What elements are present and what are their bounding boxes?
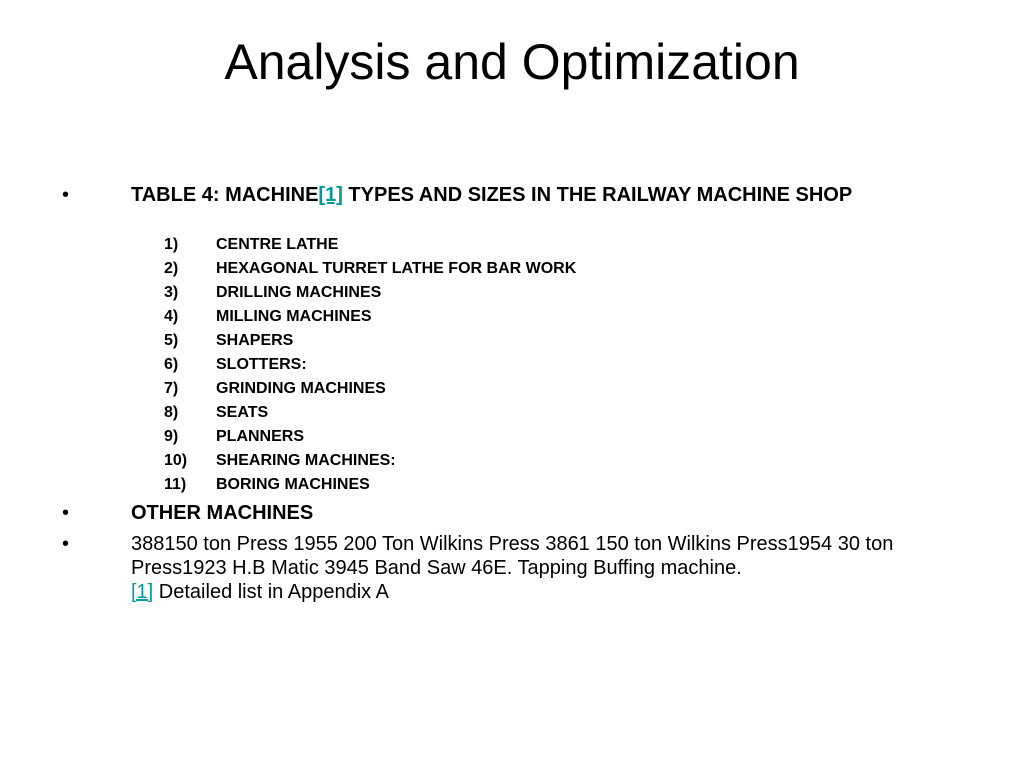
- machine-list-label: SEATS: [216, 404, 269, 421]
- machine-list-label: BORING MACHINES: [216, 476, 370, 493]
- machine-list-number: 10): [164, 452, 188, 469]
- bullet-dot: •: [62, 533, 70, 555]
- footnote-ref-link[interactable]: [1]: [318, 184, 343, 206]
- machine-list-item: [164, 473, 576, 497]
- other-machines-heading: OTHER MACHINES: [131, 502, 314, 524]
- machine-list-item: [164, 305, 576, 329]
- machine-type-list: [164, 233, 576, 497]
- machine-list-item: [164, 281, 576, 305]
- machine-list-item: [164, 233, 576, 257]
- machine-list-label: HEXAGONAL TURRET LATHE FOR BAR WORK: [216, 260, 577, 277]
- machine-list-number: 1): [164, 236, 179, 253]
- table-4-heading-start: TABLE 4: MACHINE: [131, 184, 319, 206]
- machine-inventory-text: [131, 532, 931, 604]
- footnote-ref-link[interactable]: [1]: [131, 581, 154, 603]
- table-4-heading-end: TYPES AND SIZES IN THE RAILWAY MACHINE SHOP: [342, 184, 853, 206]
- bullet-dot: •: [62, 184, 70, 206]
- machine-list-number: 5): [164, 332, 179, 349]
- machine-list-item: [164, 425, 576, 449]
- machine-list-label: GRINDING MACHINES: [216, 380, 386, 397]
- machine-list-number: 11): [164, 476, 187, 493]
- machine-list-label: PLANNERS: [216, 428, 305, 445]
- machine-list-item: [164, 401, 576, 425]
- machine-list-item: [164, 377, 576, 401]
- machine-list-number: 7): [164, 380, 179, 397]
- machine-list-item: [164, 329, 576, 353]
- machine-list-label: SLOTTERS:: [216, 356, 307, 373]
- machine-list-label: DRILLING MACHINES: [216, 284, 382, 301]
- slide-title: Analysis and Optimization: [224, 34, 800, 90]
- bullet-dot: •: [62, 502, 70, 524]
- machine-list-item: [164, 353, 576, 377]
- machine-list-number: 4): [164, 308, 179, 325]
- inventory-description: 388150 ton Press 1955 200 Ton Wilkins Press 3861 150 ton Wilkins Press1954 30 ton Press1923 H.B Matic 3945 Band Saw 46E. Tapping Buffing machine.: [131, 533, 894, 579]
- machine-list-label: SHAPERS: [216, 332, 294, 349]
- machine-list-number: 6): [164, 356, 179, 373]
- bullet-table-4-text: [131, 183, 931, 207]
- machine-list-label: MILLING MACHINES: [216, 308, 372, 325]
- footnote-line: [131, 580, 931, 604]
- footnote-text: Detailed list in Appendix A: [153, 581, 389, 603]
- machine-list-item: [164, 449, 576, 473]
- machine-list-number: 8): [164, 404, 179, 421]
- machine-list-label: CENTRE LATHE: [216, 236, 339, 253]
- machine-list-number: 3): [164, 284, 179, 301]
- machine-list-number: 2): [164, 260, 179, 277]
- machine-list-number: 9): [164, 428, 179, 445]
- machine-list-item: [164, 257, 576, 281]
- machine-list-label: SHEARING MACHINES:: [216, 452, 396, 469]
